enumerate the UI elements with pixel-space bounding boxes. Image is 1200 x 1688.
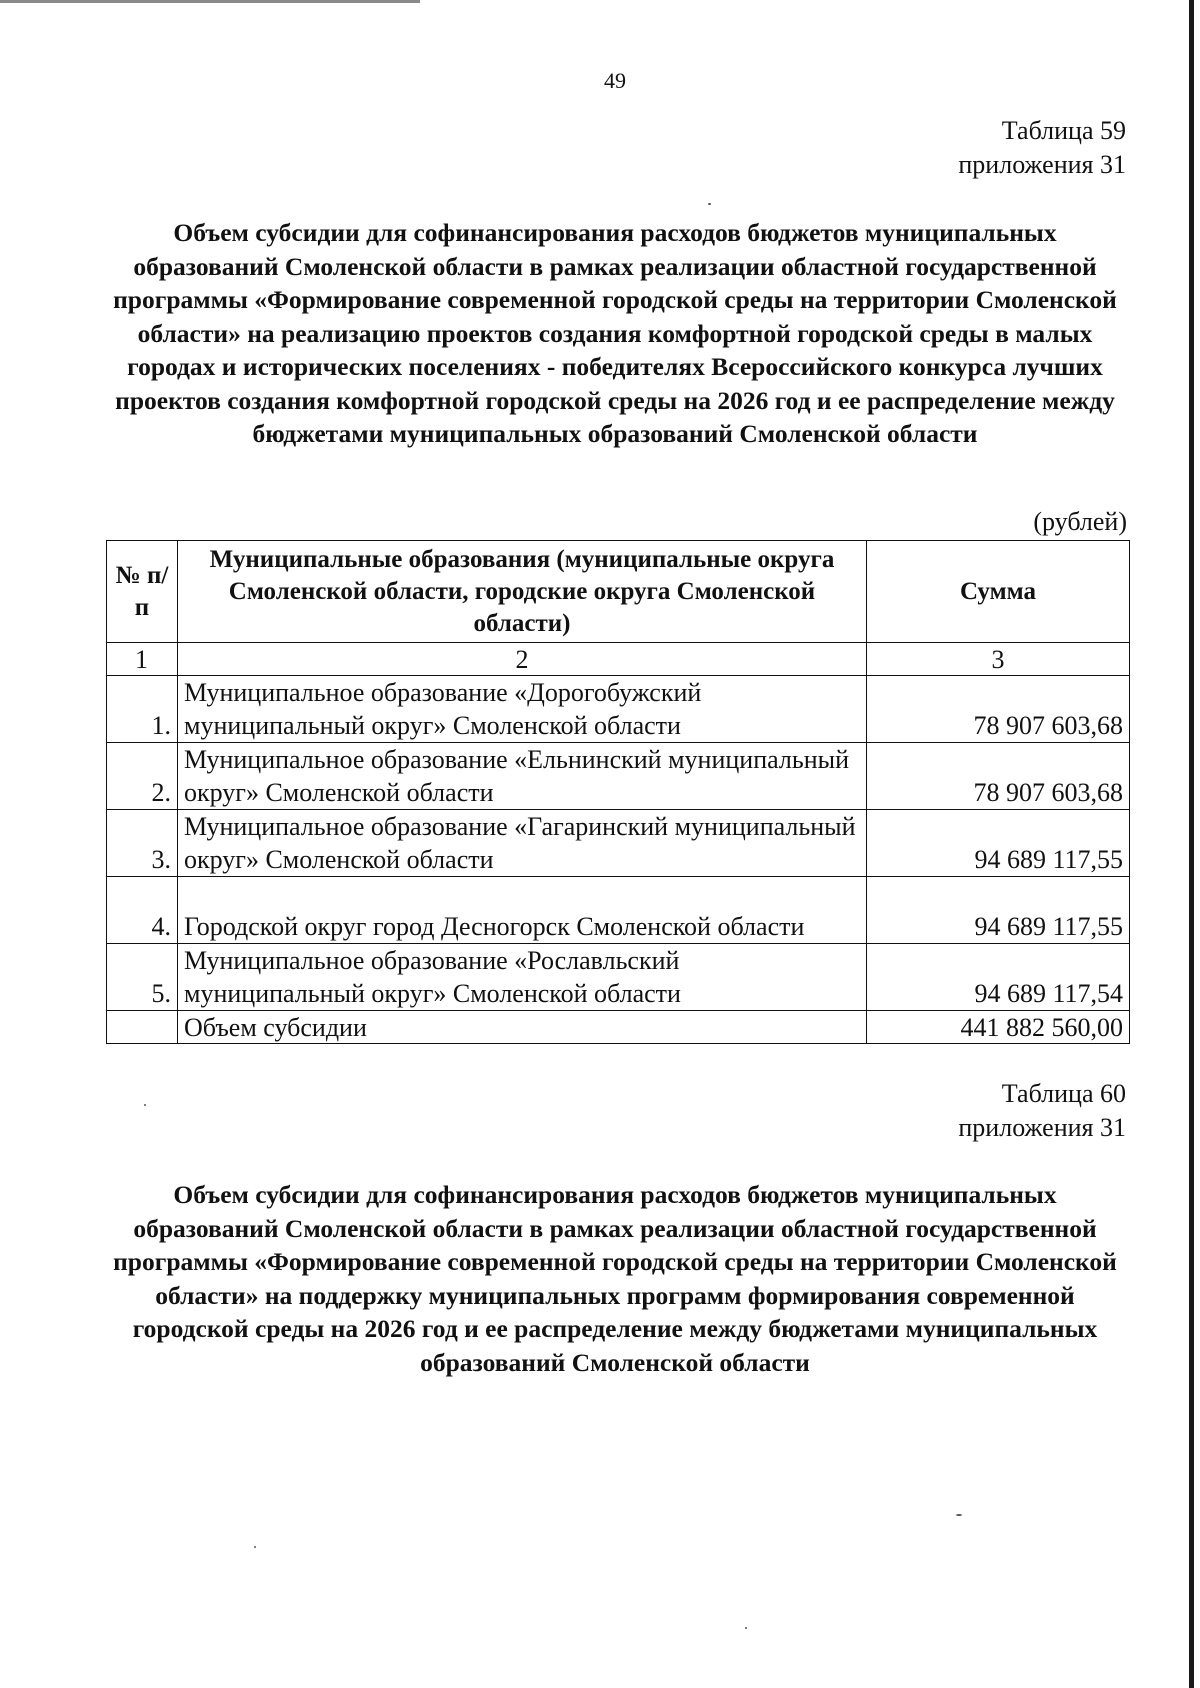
row-number: 4. xyxy=(107,877,178,944)
units-label: (рублей) xyxy=(1033,507,1127,536)
table60-caption xyxy=(958,1077,1126,1145)
total-empty-cell xyxy=(107,1011,178,1044)
scan-speck xyxy=(144,1104,146,1106)
table-row xyxy=(107,877,1130,944)
row-municipality: Муниципальное образование «Рославльский муниципальный округ» Смоленской области xyxy=(178,944,867,1011)
table59-caption-appendix: приложения 31 xyxy=(958,150,1126,179)
scan-speck xyxy=(745,1627,747,1629)
row-number: 3. xyxy=(107,810,178,877)
row-number: 2. xyxy=(107,743,178,810)
table60-caption-appendix: приложения 31 xyxy=(958,1113,1126,1142)
table-row xyxy=(107,676,1130,743)
table60-caption-number: Таблица 60 xyxy=(1001,1079,1126,1108)
table-row xyxy=(107,810,1130,877)
table59-title: Объем субсидии для софинансирования расходов бюджетов муниципальных образований Смоленской области в рамках реализации областной государственной программы «Формирование современной городской среды на территории Смоленской области» на реализацию проектов создания комфортной городской среды в малых городах и исторических поселениях - победителях Всероссийского конкурса лучших проектов создания комфортной городской среды на 2026 год и ее распределение между бюджетами муниципальных образований Смоленской области xyxy=(113,218,1117,448)
row-municipality: Муниципальное образование «Ельнинский муниципальный округ» Смоленской области xyxy=(178,743,867,810)
column-index-row xyxy=(107,643,1130,676)
page-number: 49 xyxy=(604,68,626,93)
table60-title: Объем субсидии для софинансирования расходов бюджетов муниципальных образований Смоленской области в рамках реализации областной государственной программы «Формирование современной городской среды на территории Смоленской области» на поддержку муниципальных программ формирования современной городской среды на 2026 год и ее распределение между бюджетами муниципальных образований Смоленской области xyxy=(113,1180,1117,1377)
column-index: 1 xyxy=(107,643,178,676)
scan-speck xyxy=(956,1514,962,1516)
row-sum: 78 907 603,68 xyxy=(867,676,1130,743)
scan-artifact-line xyxy=(0,0,420,3)
row-sum: 94 689 117,55 xyxy=(867,810,1130,877)
scan-speck xyxy=(254,1546,256,1548)
row-number: 5. xyxy=(107,944,178,1011)
scan-artifact-edge xyxy=(1189,0,1194,1688)
header-num: № п/п xyxy=(107,541,178,643)
column-index: 3 xyxy=(867,643,1130,676)
column-index: 2 xyxy=(178,643,867,676)
total-row xyxy=(107,1011,1130,1044)
row-sum: 94 689 117,54 xyxy=(867,944,1130,1011)
table59-caption-number: Таблица 59 xyxy=(1001,116,1126,145)
table-row xyxy=(107,944,1130,1011)
table-header-row xyxy=(107,541,1130,643)
row-municipality: Муниципальное образование «Дорогобужский муниципальный округ» Смоленской области xyxy=(178,676,867,743)
total-sum: 441 882 560,00 xyxy=(867,1011,1130,1044)
header-municipality: Муниципальные образования (муниципальные округа Смоленской области, городские округа Смоленской области) xyxy=(178,541,867,643)
row-municipality: Муниципальное образование «Гагаринский муниципальный округ» Смоленской области xyxy=(178,810,867,877)
table-row xyxy=(107,743,1130,810)
row-sum: 94 689 117,55 xyxy=(867,877,1130,944)
subsidy-table xyxy=(106,540,1130,1044)
table59-caption xyxy=(958,114,1126,182)
row-number: 1. xyxy=(107,676,178,743)
row-municipality: Городской округ город Десногорск Смоленской области xyxy=(178,877,867,944)
total-label: Объем субсидии xyxy=(178,1011,867,1044)
header-sum: Сумма xyxy=(867,541,1130,643)
row-sum: 78 907 603,68 xyxy=(867,743,1130,810)
scan-speck xyxy=(708,203,711,205)
